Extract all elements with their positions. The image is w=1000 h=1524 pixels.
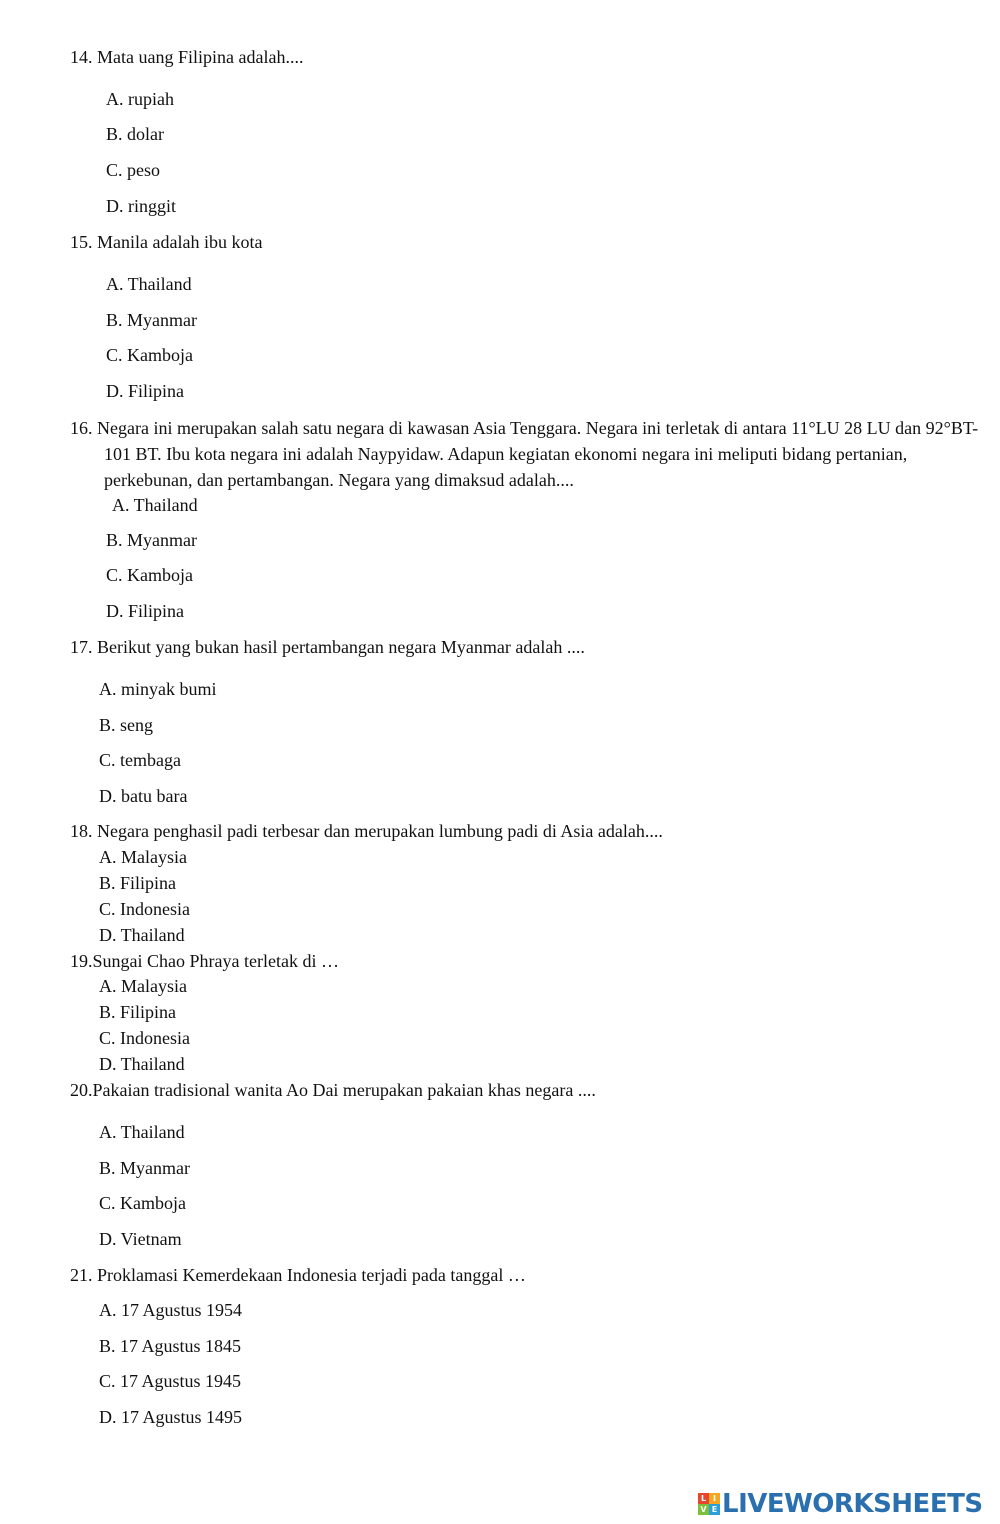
question-18-option-b[interactable]: B. Filipina bbox=[99, 873, 177, 893]
question-15-option-b[interactable]: B. Myanmar bbox=[106, 310, 197, 330]
question-14-option-d[interactable]: D. ringgit bbox=[106, 196, 176, 216]
question-19-text: 19.Sungai Chao Phraya terletak di … bbox=[70, 951, 339, 971]
question-15-option-a[interactable]: A. Thailand bbox=[106, 274, 192, 294]
question-15-text: 15. Manila adalah ibu kota bbox=[70, 232, 263, 252]
question-14-option-c[interactable]: C. peso bbox=[106, 160, 160, 180]
question-18-option-d[interactable]: D. Thailand bbox=[99, 925, 185, 945]
question-17-option-a[interactable]: A. minyak bumi bbox=[99, 679, 217, 699]
question-16-option-c[interactable]: C. Kamboja bbox=[106, 565, 193, 585]
question-17-option-b[interactable]: B. seng bbox=[99, 715, 153, 735]
logo-mark-letter: V bbox=[698, 1504, 709, 1515]
question-17-option-c[interactable]: C. tembaga bbox=[99, 750, 181, 770]
question-14-text: 14. Mata uang Filipina adalah.... bbox=[70, 47, 304, 67]
question-21-option-b[interactable]: B. 17 Agustus 1845 bbox=[99, 1336, 242, 1356]
question-14-option-b[interactable]: B. dolar bbox=[106, 124, 164, 144]
question-16-option-d[interactable]: D. Filipina bbox=[106, 601, 185, 621]
question-17-option-d[interactable]: D. batu bara bbox=[99, 786, 188, 806]
question-16-option-b[interactable]: B. Myanmar bbox=[106, 530, 197, 550]
question-21-option-c[interactable]: C. 17 Agustus 1945 bbox=[99, 1371, 242, 1391]
question-14-option-a[interactable]: A. rupiah bbox=[106, 89, 174, 109]
question-20-option-d[interactable]: D. Vietnam bbox=[99, 1229, 182, 1249]
question-21-option-a[interactable]: A. 17 Agustus 1954 bbox=[99, 1300, 243, 1320]
question-15-option-d[interactable]: D. Filipina bbox=[106, 381, 185, 401]
question-19-option-a[interactable]: A. Malaysia bbox=[99, 976, 187, 996]
question-16-text: 16. Negara ini merupakan salah satu negara di kawasan Asia Tenggara. Negara ini terletak di antara 11°LU 28 LU dan 92°BT-101 BT. Ibu kota negara ini adalah Naypyidaw. Adapun kegiatan ekonomi negara ini meliputi bidang pertanian, perkebunan, dan pertambangan. Negara yang dimaksud adalah.... bbox=[70, 418, 979, 490]
question-18-option-a[interactable]: A. Malaysia bbox=[99, 847, 187, 867]
question-21-text: 21. Proklamasi Kemerdekaan Indonesia terjadi pada tanggal … bbox=[70, 1265, 526, 1285]
liveworksheets-logo-text: LIVEWORKSHEETS bbox=[722, 1489, 983, 1519]
question-19-option-b[interactable]: B. Filipina bbox=[99, 1002, 177, 1022]
liveworksheets-logo-icon bbox=[698, 1493, 720, 1515]
question-18-option-c[interactable]: C. Indonesia bbox=[99, 899, 190, 919]
logo-mark-letter: E bbox=[709, 1504, 720, 1515]
question-19-option-c[interactable]: C. Indonesia bbox=[99, 1028, 190, 1048]
question-15-option-c[interactable]: C. Kamboja bbox=[106, 345, 193, 365]
logo-mark-letter: L bbox=[698, 1493, 709, 1504]
question-20-option-b[interactable]: B. Myanmar bbox=[99, 1158, 190, 1178]
question-20-option-c[interactable]: C. Kamboja bbox=[99, 1193, 186, 1213]
question-16-option-a[interactable]: A. Thailand bbox=[112, 495, 198, 515]
question-19-option-d[interactable]: D. Thailand bbox=[99, 1054, 185, 1074]
question-18-text: 18. Negara penghasil padi terbesar dan merupakan lumbung padi di Asia adalah.... bbox=[70, 821, 663, 841]
question-17-text: 17. Berikut yang bukan hasil pertambangan negara Myanmar adalah .... bbox=[70, 637, 585, 657]
question-20-text: 20.Pakaian tradisional wanita Ao Dai merupakan pakaian khas negara .... bbox=[70, 1080, 596, 1100]
question-20-option-a[interactable]: A. Thailand bbox=[99, 1122, 185, 1142]
logo-mark-letter: I bbox=[709, 1493, 720, 1504]
question-21-option-d[interactable]: D. 17 Agustus 1495 bbox=[99, 1407, 243, 1427]
liveworksheets-logo bbox=[698, 1486, 983, 1522]
